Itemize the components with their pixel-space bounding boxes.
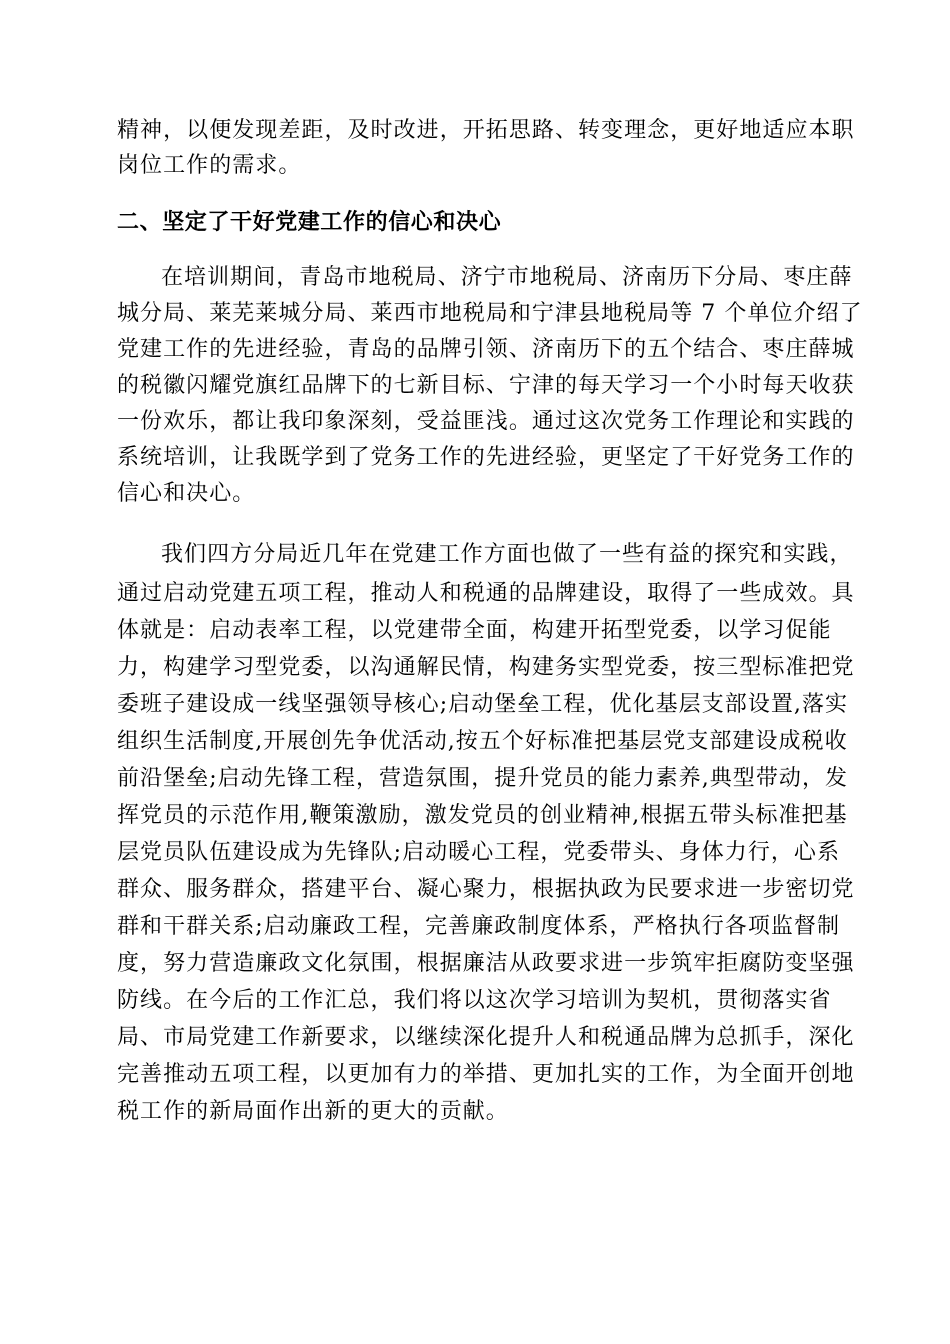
paragraph2-line-1: 我们四方分局近几年在党建工作方面也做了一些有益的探究和实践， (161, 542, 853, 567)
paragraph2-line-14: 局、市局党建工作新要求，以继续深化提升人和税通品牌为总抓手，深化 (117, 1025, 855, 1050)
paragraph1-line-5: 一份欢乐，都让我印象深刻，受益匪浅。通过这次党务工作理论和实践的 (117, 409, 855, 434)
paragraph2-line-4: 力，构建学习型党委，以沟通解民情，构建务实型党委，按三型标准把党 (117, 655, 855, 680)
paragraph2-line-8: 挥党员的示范作用,鞭策激励，激发党员的创业精神,根据五带头标准把基 (117, 803, 848, 828)
paragraph2-line-13: 防线。在今后的工作汇总，我们将以这次学习培训为契机，贯彻落实省 (117, 988, 832, 1013)
paragraph1-line-7: 信心和决心。 (117, 481, 256, 506)
paragraph2-line-3: 体就是：启动表率工程，以党建带全面，构建开拓型党委，以学习促能 (117, 618, 832, 643)
paragraph2-line-5: 委班子建设成一线坚强领导核心;启动堡垒工程，优化基层支部设置,落实 (117, 692, 849, 717)
paragraph2-line-16: 税工作的新局面作出新的更大的贡献。 (117, 1099, 509, 1124)
paragraph1-line-1: 在培训期间，青岛市地税局、济宁市地税局、济南历下分局、枣庄薛 (161, 265, 853, 290)
paragraph2-line-15: 完善推动五项工程，以更加有力的举措、更加扎实的工作，为全面开创地 (117, 1062, 855, 1087)
paragraph2-line-6: 组织生活制度,开展创先争优活动,按五个好标准把基层党支部建设成税收 (117, 729, 848, 754)
paragraph2-line-12: 度，努力营造廉政文化氛围，根据廉洁从政要求进一步筑牢拒腐防变坚强 (117, 951, 855, 976)
paragraph2-line-11: 群和干群关系;启动廉政工程，完善廉政制度体系，严格执行各项监督制 (117, 914, 841, 939)
section-heading: 二、坚定了干好党建工作的信心和决心 (117, 210, 502, 235)
paragraph1-line-6: 系统培训，让我既学到了党务工作的先进经验，更坚定了干好党务工作的 (117, 445, 855, 470)
paragraph1-line-3: 党建工作的先进经验，青岛的品牌引领、济南历下的五个结合、枣庄薛城 (117, 337, 855, 362)
paragraph1-line-2: 城分局、莱芜莱城分局、莱西市地税局和宁津县地税局等 7 个单位介绍了 (117, 301, 863, 326)
paragraph1-line-4: 的税徽闪耀党旗红品牌下的七新目标、宁津的每天学习一个小时每天收获 (117, 373, 855, 398)
paragraph2-line-9: 层党员队伍建设成为先锋队;启动暖心工程，党委带头、身体力行，心系 (117, 840, 841, 865)
paragraph2-line-10: 群众、服务群众，搭建平台、凝心聚力，根据执政为民要求进一步密切党 (117, 877, 855, 902)
continuation-line-2: 岗位工作的需求。 (117, 153, 302, 178)
continuation-line-1: 精神，以便发现差距，及时改进，开拓思路、转变理念，更好地适应本职 (117, 118, 855, 143)
paragraph2-line-2: 通过启动党建五项工程，推动人和税通的品牌建设，取得了一些成效。具 (117, 581, 855, 606)
paragraph2-line-7: 前沿堡垒;启动先锋工程，营造氛围，提升党员的能力素养,典型带动，发 (117, 766, 849, 791)
